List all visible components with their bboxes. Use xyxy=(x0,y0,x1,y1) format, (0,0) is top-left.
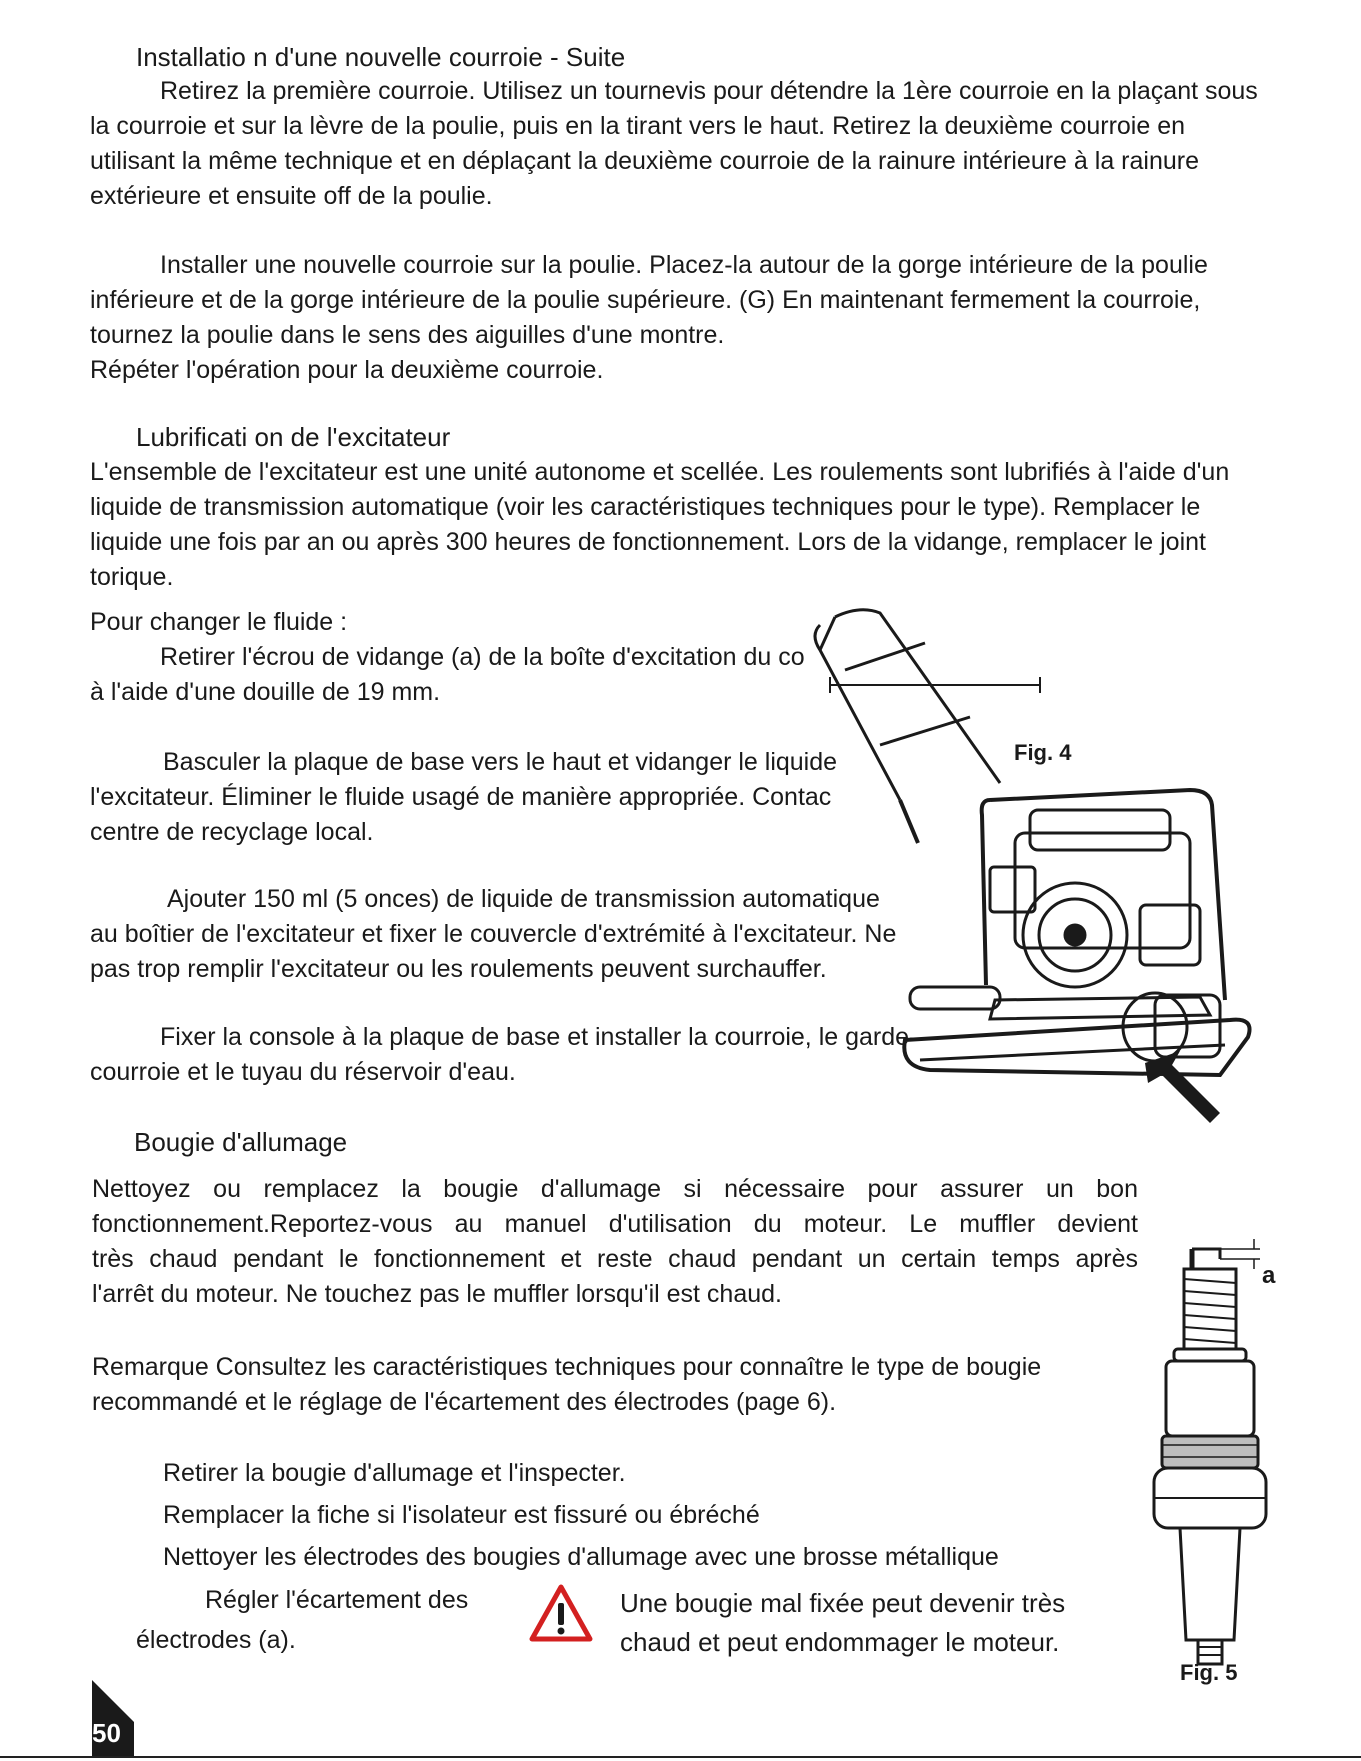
change-fluid-title: Pour changer le fluide : xyxy=(90,608,348,636)
belt-para1-line4: extérieure et ensuite off de la poulie. xyxy=(90,182,493,210)
spark-para1-line4: l'arrêt du moteur. Ne touchez pas le muffler lorsqu'il est chaud. xyxy=(92,1280,782,1308)
step2-line3: centre de recyclage local. xyxy=(90,818,374,846)
step1-line2: à l'aide d'une douille de 19 mm. xyxy=(90,678,441,706)
exciter-para1-line3: liquide une fois par an ou après 300 heures de fonctionnement. Lors de la vidange, remplacer le joint xyxy=(90,528,1206,556)
spark-para1-line3: très chaud pendant le fonctionnement et reste chaud pendant un certain temps après xyxy=(92,1245,1138,1273)
spark-step1: Retirer la bougie d'allumage et l'inspecter. xyxy=(163,1459,626,1487)
belt-para1-line3: utilisant la même technique et en déplaçant la deuxième courroie de la rainure intérieure à la rainure xyxy=(90,147,1199,175)
step3-line2: au boîtier de l'excitateur et fixer le couvercle d'extrémité à l'excitateur. Ne xyxy=(90,920,897,948)
exciter-para1-line4: torique. xyxy=(90,563,174,591)
warning-icon xyxy=(528,1583,594,1643)
spark-para1-line2: fonctionnement.Reportez-vous au manuel d'utilisation du moteur. Le muffler devient xyxy=(92,1210,1138,1238)
heading-belt: Installatio n d'une nouvelle courroie - Suite xyxy=(136,42,626,72)
gap-step-line2: électrodes (a). xyxy=(136,1626,296,1654)
step4-line2: courroie et le tuyau du réservoir d'eau. xyxy=(90,1058,516,1086)
belt-para1-line2: la courroie et sur la lèvre de la poulie, puis en la tirant vers le haut. Retirez la deuxième courroie en xyxy=(90,112,1186,140)
belt-para1-line1: Retirez la première courroie. Utilisez un tournevis pour détendre la 1ère courroie en la plaçant sous xyxy=(160,77,1258,105)
note-line1: Remarque Consultez les caractéristiques techniques pour connaître le type de bougie xyxy=(92,1353,1042,1381)
bottom-rule xyxy=(0,1756,1361,1758)
warning-line2: chaud et peut endommager le moteur. xyxy=(620,1627,1060,1657)
heading-spark-plug: Bougie d'allumage xyxy=(134,1127,348,1157)
spark-step3: Nettoyer les électrodes des bougies d'allumage avec une brosse métallique xyxy=(163,1543,999,1571)
step2-line2: l'excitateur. Éliminer le fluide usagé de manière appropriée. Contac xyxy=(90,783,832,811)
step3-line1: Ajouter 150 ml (5 onces) de liquide de transmission automatique xyxy=(167,885,880,913)
spark-para1-line1: Nettoyez ou remplacez la bougie d'allumage si nécessaire pour assurer un bon xyxy=(92,1175,1138,1203)
step1-line1: Retirer l'écrou de vidange (a) de la boîte d'excitation du co xyxy=(160,643,805,671)
fig5-label: Fig. 5 xyxy=(1180,1660,1238,1685)
spark-step2: Remplacer la fiche si l'isolateur est fissuré ou ébréché xyxy=(163,1501,760,1529)
gap-step-line1: Régler l'écartement des xyxy=(205,1586,469,1614)
step3-line3: pas trop remplir l'excitateur ou les roulements peuvent surchauffer. xyxy=(90,955,827,983)
note-line2: recommandé et le réglage de l'écartement des électrodes (page 6). xyxy=(92,1388,837,1416)
page-number: 50 xyxy=(92,1718,121,1748)
heading-exciter: Lubrificati on de l'excitateur xyxy=(136,422,451,452)
step2-line1: Basculer la plaque de base vers le haut et vidanger le liquide xyxy=(163,748,838,776)
fig5-spark-plug-illustration xyxy=(1150,1245,1270,1665)
step4-line1: Fixer la console à la plaque de base et installer la courroie, le garde- xyxy=(160,1023,918,1051)
fig4-label: Fig. 4 xyxy=(1014,740,1072,765)
fig5-gap-letter: a xyxy=(1262,1262,1276,1289)
exciter-para1-line2: liquide de transmission automatique (voir les caractéristiques techniques pour le type). Remplacer le xyxy=(90,493,1201,521)
fig4-compactor-illustration xyxy=(800,605,1270,1125)
belt-para2-line3: tournez la poulie dans le sens des aiguilles d'une montre. xyxy=(90,321,725,349)
exciter-para1-line1: L'ensemble de l'excitateur est une unité autonome et scellée. Les roulements sont lubrifiés à l'aide d'un xyxy=(90,458,1230,486)
spark-para1 xyxy=(92,1172,1138,1312)
belt-para2-line1: Installer une nouvelle courroie sur la poulie. Placez-la autour de la gorge intérieure de la poulie xyxy=(160,251,1208,279)
belt-para2-line4: Répéter l'opération pour la deuxième courroie. xyxy=(90,356,604,384)
belt-para2-line2: inférieure et de la gorge intérieure de la poulie supérieure. (G) En maintenant fermement la courroie, xyxy=(90,286,1201,314)
warning-line1: Une bougie mal fixée peut devenir très xyxy=(620,1588,1066,1618)
